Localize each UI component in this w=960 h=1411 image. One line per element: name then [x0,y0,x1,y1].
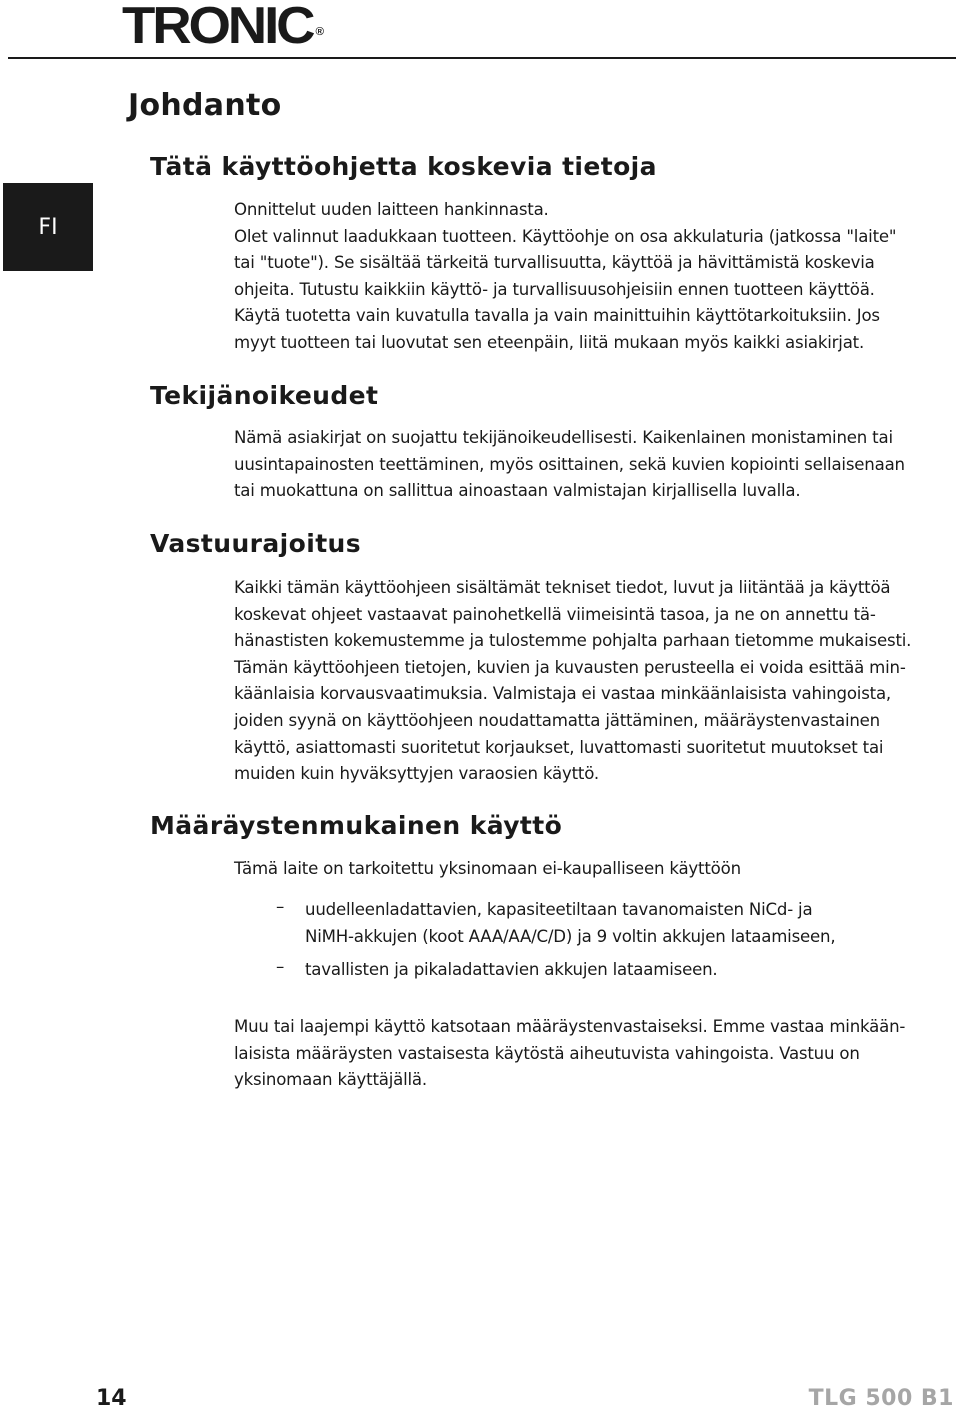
text-line: uusintapainosten teettäminen, myös osittainen, sekä kuvien kopiointi sellaisenaan [234,454,905,474]
brand-logo [122,0,325,55]
text-line: Olet valinnut laadukkaan tuotteen. Käyttöohje on osa akkulaturia (jatkossa "laite" [234,226,897,246]
text-line: Onnittelut uuden laitteen hankinnasta. [234,200,549,219]
section-body-liability [234,575,934,788]
text-line: ohjeita. Tutustu kaikkiin käyttö- ja turvallisuusohjeisiin ennen tuotteen käyttöä. [234,279,875,299]
text-line: laisista määräysten vastaisesta käytöstä aiheutuvista vahingoista. Vastuu on [234,1043,860,1063]
text-line: yksinomaan käyttäjällä. [234,1070,427,1090]
text-line: Kaikki tämän käyttöohjeen sisältämät tekniset tiedot, luvut ja liitäntää ja käyttöä [234,578,891,597]
registered-mark: ® [315,26,325,38]
text-line: Käytä tuotetta vain kuvatulla tavalla ja vain mainittuihin käyttötarkoituksiin. Jos [234,306,880,326]
section-heading-liability: Vastuurajoitus [150,529,362,558]
text-line: NiMH-akkujen (koot AAA/AA/C/D) ja 9 voltin akkujen lataamiseen, [305,926,836,946]
section-heading-copyright: Tekijänoikeudet [150,381,379,410]
text-line: myyt tuotteen tai luovutat sen eteenpäin, liitä mukaan myös kaikki asiakirjat. [234,332,865,352]
text-line: muiden kuin hyväksyttyjen varaosien käyttö. [234,764,599,784]
section-body-about-manual [234,197,934,357]
language-tab [3,183,93,271]
text-line: tai "tuote"). Se sisältää tärkeitä turvallisuutta, käyttöä ja hävittämistä koskevia [234,253,875,273]
text-line: Nämä asiakirjat on suojattu tekijänoikeudellisesti. Kaikenlainen monistaminen tai [234,428,893,447]
page-title: Johdanto [128,88,282,123]
text-line: Tämä laite on tarkoitettu yksinomaan ei-kaupalliseen käyttöön [234,859,741,878]
bullet-dash: – [276,957,285,976]
section-body-copyright [234,425,934,505]
language-label: FI [38,214,58,240]
text-line: tai muokattuna on sallittua ainoastaan valmistajan kirjallisella luvalla. [234,481,801,501]
text-line: uudelleenladattavien, kapasiteetiltaan tavanomaisten NiCd- ja [305,900,813,919]
text-line: Muu tai laajempi käyttö katsotaan määräystenvastaiseksi. Emme vastaa minkään- [234,1017,906,1036]
text-line: käänlaisia korvausvaatimuksia. Valmistaja ei vastaa minkäänlaisista vahingoista, [234,684,892,704]
text-line: käyttö, asiattomasti suoritetut korjaukset, luvattomasti suoritetut muutokset tai [234,737,884,757]
header-rule [8,57,956,59]
section-intro-intended-use [234,856,934,883]
text-line: joiden syynä on käyttöohjeen noudattamatta jättäminen, määräystenvastainen [234,710,880,730]
bullet-item [305,957,960,984]
text-line: koskevat ohjeet vastaavat painohetkellä viimeisintä tasoa, ja ne on annettu tä- [234,604,876,624]
page-number: 14 [96,1386,127,1411]
model-number: TLG 500 B1 [808,1386,954,1411]
section-closing-intended-use [234,1014,934,1094]
text-line: hänastisten kokemustemme ja tulostemme pohjalta parhaan tietomme mukaisesti. [234,631,912,651]
bullet-dash: – [276,897,285,916]
brand-name: TRONIC [122,0,313,55]
section-heading-intended-use: Määräystenmukainen käyttö [150,811,563,840]
text-line: Tämän käyttöohjeen tietojen, kuvien ja kuvausten perusteella ei voida esittää min- [234,657,906,677]
text-line: tavallisten ja pikaladattavien akkujen lataamiseen. [305,960,718,979]
bullet-item [305,897,960,950]
section-heading-about-manual: Tätä käyttöohjetta koskevia tietoja [150,152,657,181]
